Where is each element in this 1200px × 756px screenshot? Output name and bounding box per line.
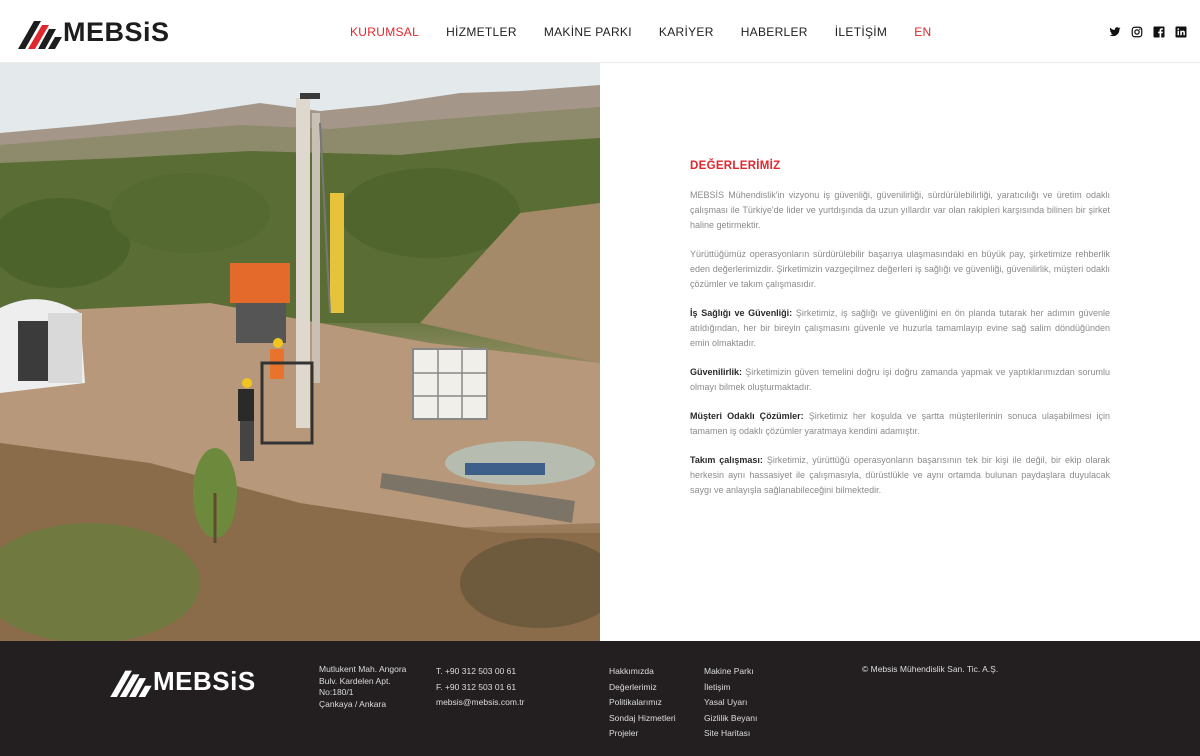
nav-item-kurumsal[interactable]: KURUMSAL [350,24,420,39]
language-switch[interactable]: EN [914,24,932,39]
site-logo[interactable] [18,14,170,50]
section-title: DEĞERLERİMİZ [690,160,781,172]
site-footer [0,641,1200,756]
value-text: Şirketimiz, yürüttüğü operasyonların başarısının tek bir kişi ile değil, bir ekip olarak herkesin aynı hassasiyet ile çalışmasıyla, dürüstlükle ve aynı ortamda bulunan paydaşlara duyulacak saygı ve anlayışla sağlanabileceğini bilmektedir. [690,455,1110,495]
address-line: Bulv. Kardelen Apt. [319,675,391,686]
value-label: Güvenilirlik: [690,367,743,377]
value-item-teamwork [690,453,1110,498]
footer-link-iletisim[interactable]: İletişim [704,681,731,692]
logo-mark-icon [18,15,62,49]
nav-item-hizmetler[interactable]: HİZMETLER [446,24,517,39]
footer-link-projeler[interactable]: Projeler [609,728,639,738]
footer-logo-text: MEBSiS [153,665,256,696]
footer-link-sondaj-hizmetleri[interactable]: Sondaj Hizmetleri [609,712,676,723]
value-text: Şirketimiz her koşulda ve şartta müşterilerinin sonuca ulaşabilmesi için tamamen iş odaklı çözümler yaratmaya kendini adamıştır. [690,411,1110,436]
footer-links-secondary [704,664,757,742]
footer-copyright: © Mebsis Mühendislik San. Tic. A.Ş. [862,664,999,674]
intro-paragraph-1: MEBSİS Mühendislik'in vizyonu iş güvenliği, güvenilirliği, sürdürülebilirliği, yaratıcılığı ve üretim odaklı çalışması ile Türkiye'de lider ve yurtdışında da uzun yıllardır var olan rakipleri karşısında bilinen bir şirket haline getirmektir. [690,190,1110,230]
footer-links-primary [609,664,676,742]
footer-link-gizlilik-beyani[interactable]: Gizlilik Beyanı [704,712,758,723]
footer-address [319,664,406,710]
nav-item-kariyer[interactable]: KARİYER [658,24,714,39]
site-header [0,0,1200,63]
footer-link-degerlerimiz[interactable]: Değerlerimiz [609,681,657,692]
footer-contact [436,664,524,711]
main-nav [350,0,958,63]
social-links [1109,26,1187,38]
values-section [690,160,1110,512]
nav-item-haberler[interactable]: HABERLER [740,24,808,39]
value-item-safety [690,306,1110,351]
instagram-icon[interactable] [1131,26,1143,38]
footer-email[interactable]: mebsis@mebsis.com.tr [436,697,525,707]
footer-link-politikalarimiz[interactable]: Politikalarımız [609,697,662,707]
value-label: İş Sağlığı ve Güvenliği: [690,308,793,318]
drilling-site-illustration [0,63,600,641]
nav-item-makine-parki[interactable]: MAKİNE PARKI [543,24,632,39]
value-label: Müşteri Odaklı Çözümler: [690,411,804,421]
hero-photo-drilling-site [0,63,600,641]
footer-link-hakkimizda[interactable]: Hakkımızda [609,666,654,676]
address-line: Mutlukent Mah. Angora [319,664,407,674]
footer-phone[interactable]: T. +90 312 503 00 61 [436,666,517,676]
address-line: Çankaya / Ankara [319,698,387,709]
value-label: Takım çalışması: [690,455,763,465]
intro-paragraph-2: Yürüttüğümüz operasyonların sürdürülebilir başarıya ulaşmasındaki en büyük pay, şirketimize rehberlik eden değerlerimizdir. Şirketimizin vazgeçilmez değerleri iş sağlığı ve güvenliği, güvenilirlik, müşteri odaklı çözümler ve takım çalışmasıdır. [690,249,1110,289]
value-item-reliability [690,365,1110,395]
linkedin-icon[interactable] [1175,26,1187,38]
footer-link-makine-parki[interactable]: Makine Parkı [704,666,754,676]
logo-text: MEBSiS [63,16,170,47]
address-line: No:180/1 [319,687,354,697]
footer-link-site-haritasi[interactable]: Site Haritası [704,728,751,738]
value-text: Şirketimizin güven temelini doğru işi doğru zamanda yapmak ve yaptıklarımızdan sorumlu olmayı bilmek oluşturmaktadır. [690,367,1110,392]
footer-link-yasal-uyari[interactable]: Yasal Uyarı [704,697,748,707]
nav-item-iletisim[interactable]: İLETİŞİM [834,24,888,39]
footer-logo-mark-icon [110,665,152,697]
value-item-customer-focus [690,409,1110,439]
twitter-icon[interactable] [1109,26,1121,38]
footer-logo[interactable] [110,665,256,697]
footer-fax: F. +90 312 503 01 61 [436,681,517,692]
facebook-icon[interactable] [1153,26,1165,38]
value-text: Şirketimiz, iş sağlığı ve güvenliğini en ön planda tutarak her adımın güvenle atıldığından, her bir bireyin çalışmasını güvenle ve huzurla tamamlayıp evine sağ salim döndüğünden emin olmaktadır. [690,308,1110,348]
